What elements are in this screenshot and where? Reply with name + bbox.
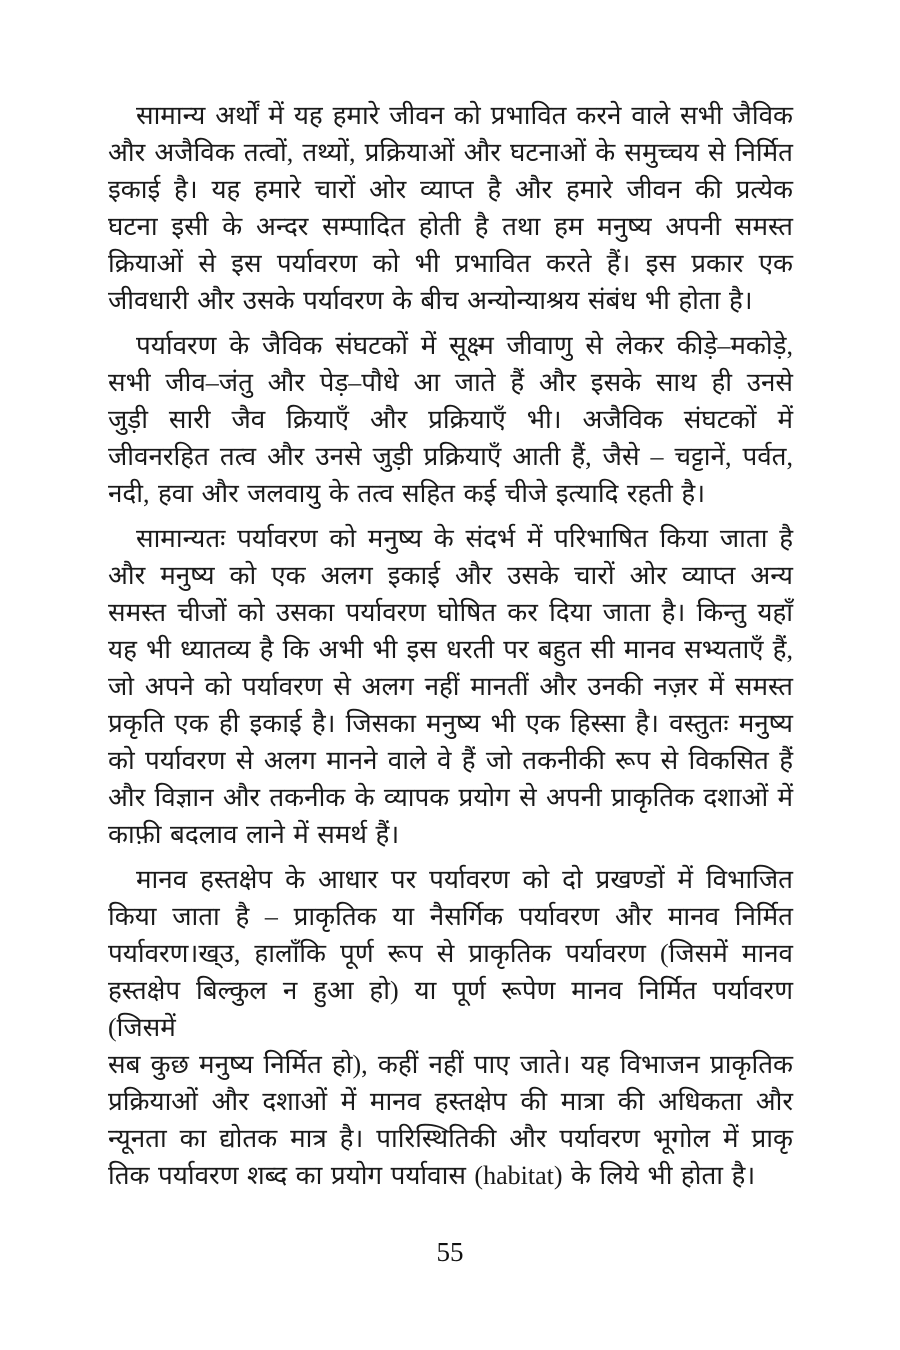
text-line: पर्यावरण के जैविक संघटकों में सूक्ष्म जीवाणु से लेकर कीड़े–मकोड़े, — [136, 331, 793, 360]
text-line: प्रक्रियाओं और दशाओं में मानव हस्तक्षेप की मात्रा की अधिकता और — [108, 1087, 793, 1116]
text-line: क्रियाओं से इस पर्यावरण को भी प्रभावित करते हैं। इस प्रकार एक — [108, 249, 793, 278]
text-line: काफ़ी बदलाव लाने में समर्थ हैं। — [108, 820, 400, 849]
paragraph-3 — [108, 520, 793, 853]
text-line: न्यूनता का द्योतक मात्र है। पारिस्थितिकी और पर्यावरण भूगोल में प्राकृ — [108, 1124, 793, 1153]
text-line: नदी, हवा और जलवायु के तत्व सहित कई चीजे इत्यादि रहती है। — [108, 479, 706, 508]
text-line: और मनुष्य को एक अलग इकाई और उसके चारों ओर व्याप्त अन्य — [108, 561, 793, 590]
text-line: को पर्यावरण से अलग मानने वाले वे हैं जो तकनीकी रूप से विकसित हैं — [108, 746, 793, 775]
body-text — [108, 97, 793, 1202]
paragraph-2 — [108, 327, 793, 512]
text-line: हस्तक्षेप बिल्कुल न हुआ हो) या पूर्ण रूपेण मानव निर्मित पर्यावरण (जिसमें — [108, 976, 793, 1042]
text-line: जो अपने को पर्यावरण से अलग नहीं मानतीं और उनकी नज़र में समस्त — [108, 672, 793, 701]
text-line: प्रकृति एक ही इकाई है। जिसका मनुष्य भी एक हिस्सा है। वस्तुतः मनुष्य — [108, 709, 793, 738]
paragraph-1 — [108, 97, 793, 319]
text-line: इकाई है। यह हमारे चारों ओर व्याप्त है और हमारे जीवन की प्रत्येक — [108, 175, 793, 204]
text-line: सामान्य अर्थों में यह हमारे जीवन को प्रभावित करने वाले सभी जैविक — [136, 101, 793, 130]
text-line: यह भी ध्यातव्य है कि अभी भी इस धरती पर बहुत सी मानव सभ्यताएँ हैं, — [108, 635, 793, 664]
text-line: जीवनरहित तत्व और उनसे जुड़ी प्रक्रियाएँ आती हैं, जैसे – चट्टानें, पर्वत, — [108, 442, 793, 471]
text-line: और विज्ञान और तकनीक के व्यापक प्रयोग से अपनी प्राकृतिक दशाओं में — [108, 783, 793, 812]
text-line: तिक पर्यावरण शब्द का प्रयोग पर्यावास (habitat) के लिये भी होता है। — [108, 1161, 756, 1190]
text-line: समस्त चीजों को उसका पर्यावरण घोषित कर दिया जाता है। किन्तु यहाँ — [108, 598, 793, 627]
page-number: 55 — [436, 1237, 464, 1267]
text-line: सामान्यतः पर्यावरण को मनुष्य के संदर्भ में परिभाषित किया जाता है — [136, 524, 793, 553]
text-line: सभी जीव–जंतु और पेड़–पौधे आ जाते हैं और इसके साथ ही उनसे — [108, 368, 793, 397]
text-line: किया जाता है – प्राकृतिक या नैसर्गिक पर्यावरण और मानव निर्मित — [108, 902, 793, 931]
text-line: पर्यावरण।ख्उ, हालाँकि पूर्ण रूप से प्राकृतिक पर्यावरण (जिसमें मानव — [108, 939, 793, 968]
text-line: मानव हस्तक्षेप के आधार पर पर्यावरण को दो प्रखण्डों में विभाजित — [136, 865, 793, 894]
text-line: और अजैविक तत्वों, तथ्यों, प्रक्रियाओं और घटनाओं के समुच्चय से निर्मित — [108, 138, 793, 167]
text-line: जीवधारी और उसके पर्यावरण के बीच अन्योन्याश्रय संबंध भी होता है। — [108, 286, 753, 315]
text-line: सब कुछ मनुष्य निर्मित हो), कहीं नहीं पाए जाते। यह विभाजन प्राकृतिक — [108, 1050, 793, 1079]
text-line: घटना इसी के अन्दर सम्पादित होती है तथा हम मनुष्य अपनी समस्त — [108, 212, 793, 241]
paragraph-4 — [108, 861, 793, 1194]
text-line: जुड़ी सारी जैव क्रियाएँ और प्रक्रियाएँ भी। अजैविक संघटकों में — [108, 405, 793, 434]
